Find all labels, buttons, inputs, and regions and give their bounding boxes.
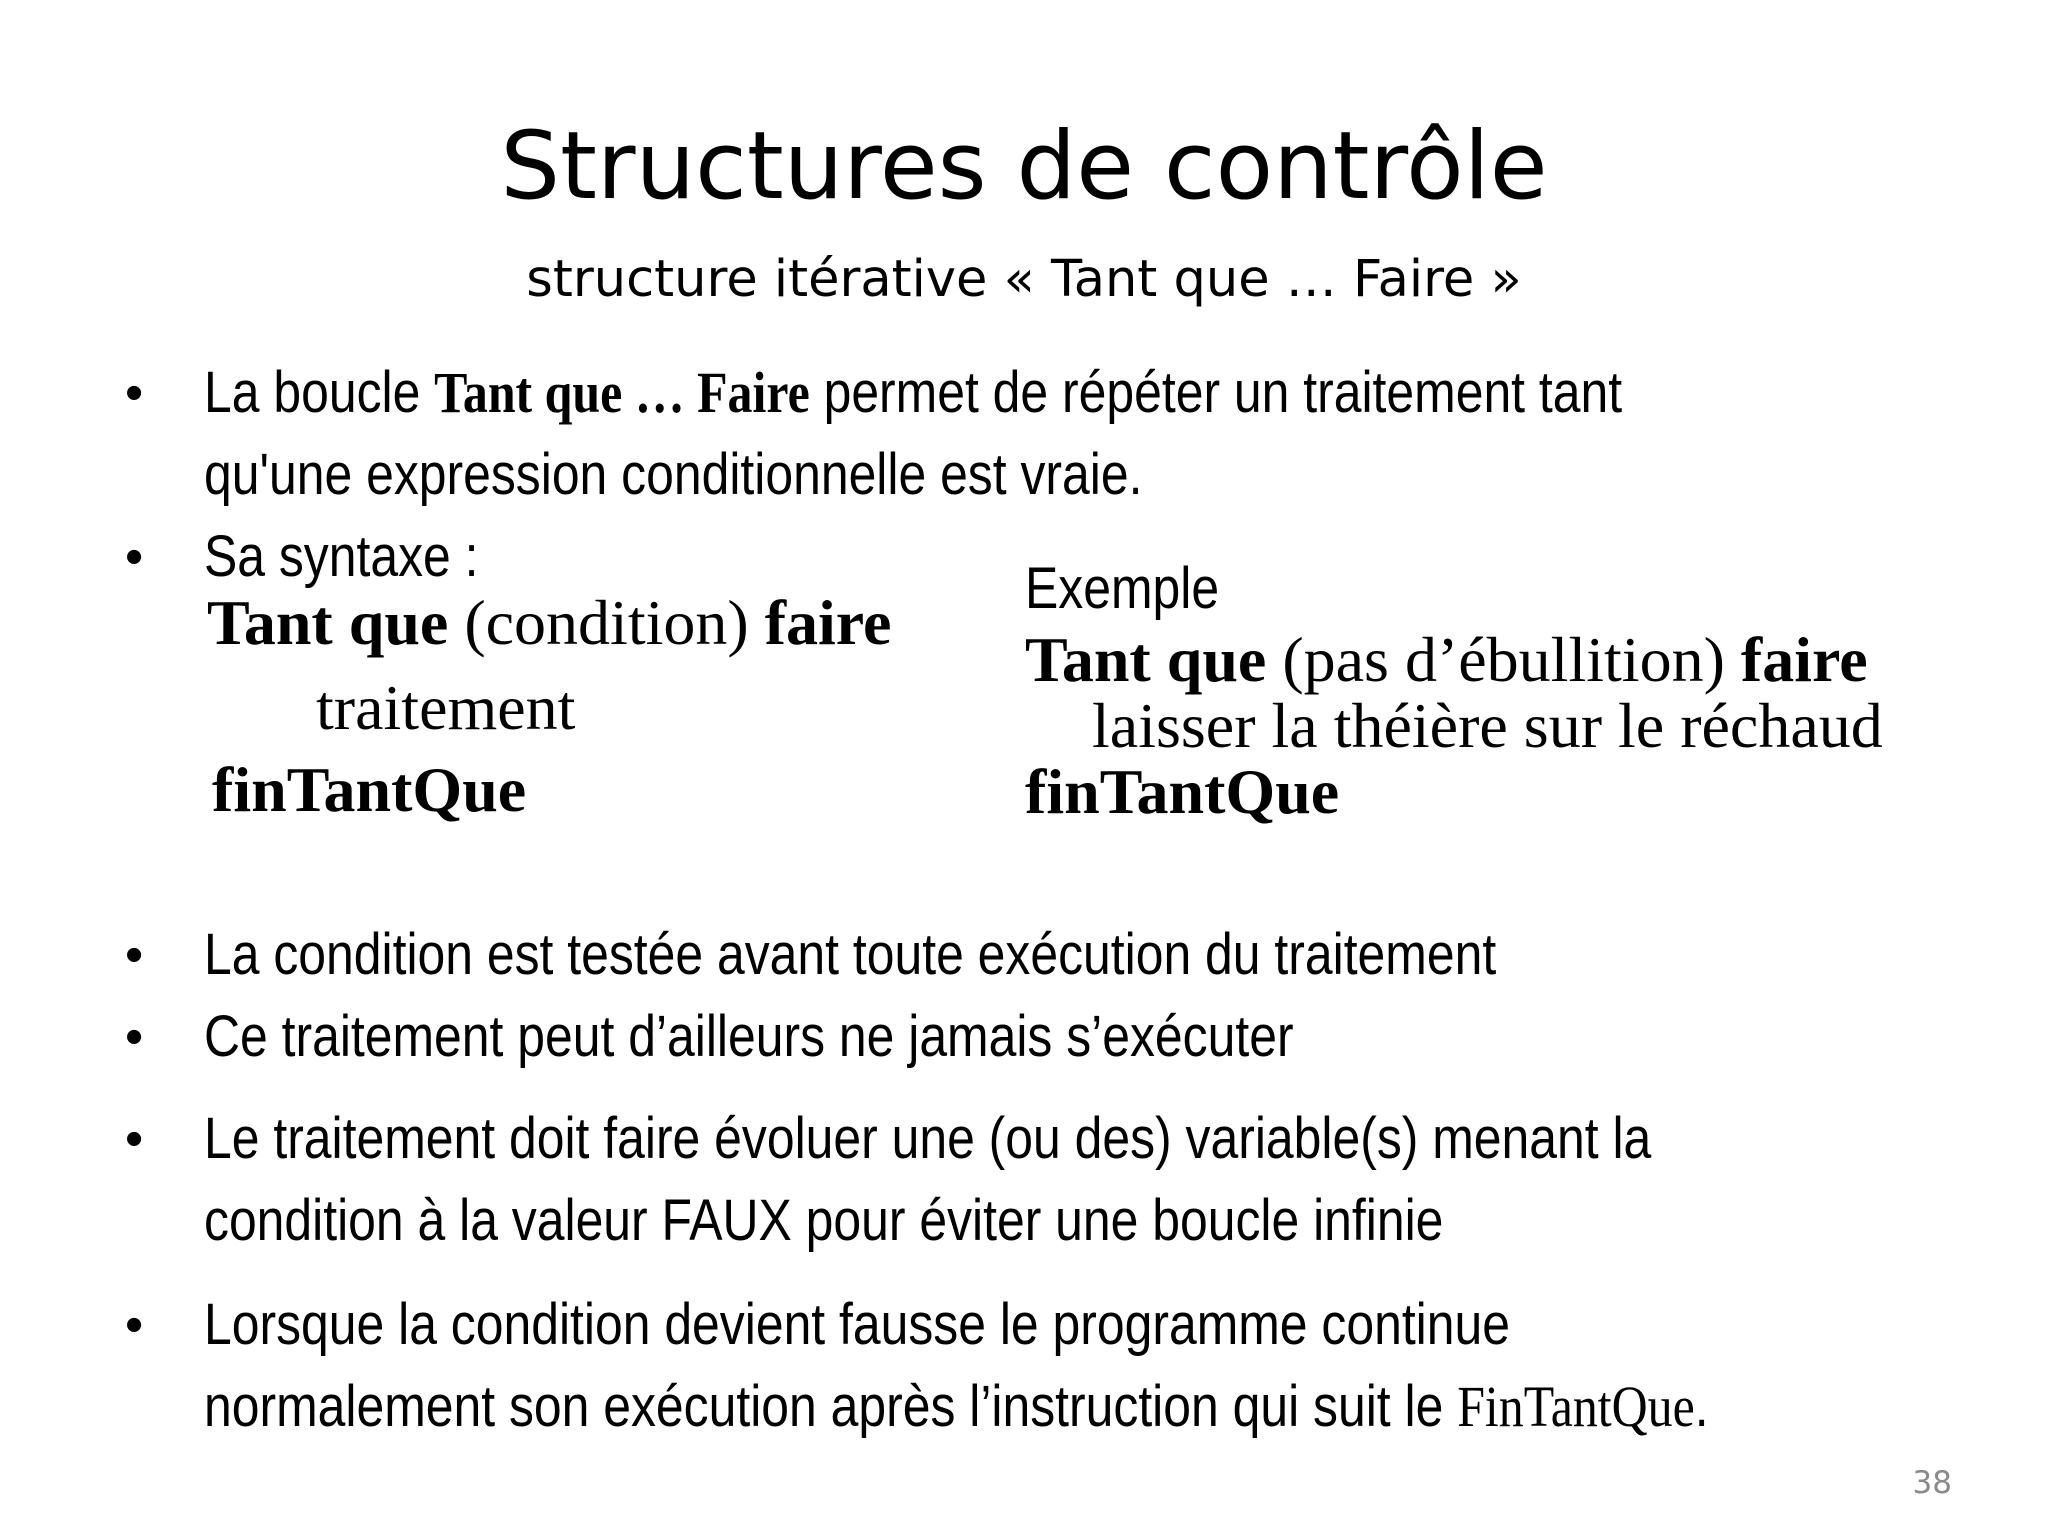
syntax-keyword-tant-que: Tant que (207, 587, 449, 658)
example-line-1 (1025, 624, 1868, 695)
example-body: laisser la théière sur le réchaud (1092, 690, 1883, 761)
syntax-line-1 (207, 587, 892, 658)
bullet-marker: • (125, 1110, 144, 1168)
syntax-label: Sa syntaxe : (204, 524, 479, 589)
syntax-condition: (condition) (448, 587, 765, 658)
continue-text-after: . (1694, 1374, 1709, 1439)
syntax-body: traitement (316, 672, 576, 743)
example-end: finTantQue (1025, 756, 1340, 827)
page-number: 38 (1912, 1465, 1952, 1501)
bullet-marker: • (125, 364, 144, 422)
syntax-keyword-faire: faire (764, 587, 892, 658)
slide-title: Structures de contrôle (500, 112, 1548, 221)
bullet-text-condition-tested: La condition est testée avant toute exécution du traitement (204, 922, 1497, 987)
syntax-end: finTantQue (212, 754, 527, 825)
example-condition: (pas d’ébullition) (1266, 624, 1741, 695)
example-keyword-faire: faire (1740, 624, 1868, 695)
intro-text-before: La boucle (204, 360, 435, 425)
continue-keyword: FinTantQue (1457, 1374, 1695, 1439)
intro-line-2: qu'une expression conditionnelle est vraie. (204, 442, 1143, 507)
bullet-marker: • (125, 1296, 144, 1354)
bullet-text-may-never-run: Ce traitement peut d’ailleurs ne jamais s’exécuter (204, 1004, 1294, 1069)
example-label: Exemple (1025, 556, 1220, 621)
bullet-text-variable-line-1: Le traitement doit faire évoluer une (ou des) variable(s) menant la (204, 1106, 1652, 1171)
bullet-text-continue-line-1: Lorsque la condition devient fausse le programme continue (204, 1292, 1510, 1357)
bullet-text-continue-line-2 (204, 1366, 1709, 1448)
bullet-marker: • (125, 528, 144, 586)
intro-keyword: Tant que … Faire (434, 360, 810, 425)
intro-text-after: permet de répéter un traitement tant (809, 360, 1623, 425)
intro-line-1 (204, 352, 1622, 434)
slide-subtitle: structure itérative « Tant que … Faire » (526, 250, 1522, 309)
bullet-text-variable-line-2: condition à la valeur FAUX pour éviter une boucle infinie (204, 1188, 1444, 1253)
bullet-marker: • (125, 1008, 144, 1066)
example-keyword-tant-que: Tant que (1025, 624, 1267, 695)
continue-text-before: normalement son exécution après l’instruction qui suit le (204, 1374, 1458, 1439)
bullet-marker: • (125, 926, 144, 984)
